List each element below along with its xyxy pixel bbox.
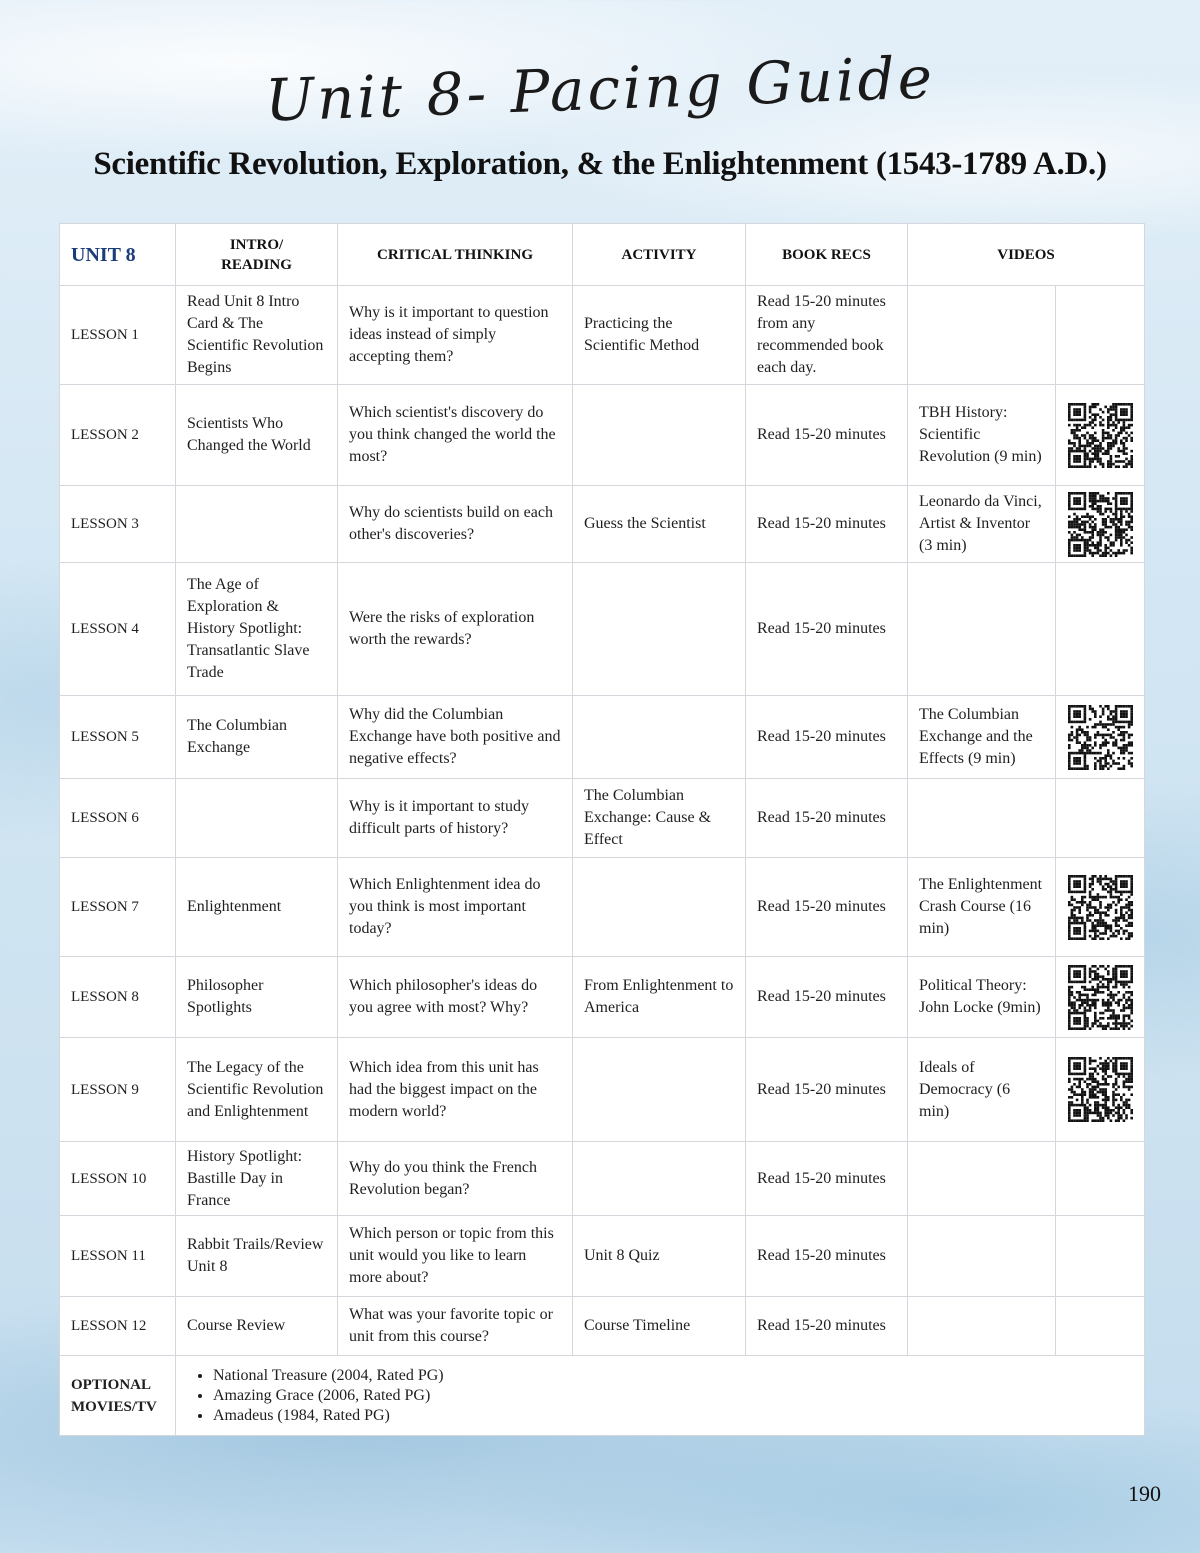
- book-recs-cell: Read 15-20 minutes: [746, 1216, 908, 1297]
- pacing-table: [59, 223, 1145, 1436]
- qr-code-icon[interactable]: [1068, 1057, 1133, 1122]
- activity-cell: [573, 858, 746, 957]
- table-row: [60, 385, 1145, 486]
- activity-cell: Unit 8 Quiz: [573, 1216, 746, 1297]
- page-number: 190: [1128, 1481, 1161, 1506]
- movie-item: • Amadeus (1984, Rated PG): [213, 1406, 1133, 1426]
- activity-cell: [573, 696, 746, 779]
- video-qr-cell: [1056, 696, 1145, 779]
- book-recs-cell: Read 15-20 minutes: [746, 486, 908, 563]
- qr-code-icon[interactable]: [1068, 965, 1133, 1030]
- video-qr-cell: [1056, 957, 1145, 1038]
- table-row: [60, 779, 1145, 858]
- video-title-cell: TBH History: Scientific Revolution (9 min): [908, 385, 1056, 486]
- critical-thinking-cell: Which scientist's discovery do you think changed the world the most?: [338, 385, 573, 486]
- book-recs-cell: Read 15-20 minutes from any recommended book each day.: [746, 286, 908, 385]
- video-title-cell: The Columbian Exchange and the Effects (9 min): [908, 696, 1056, 779]
- lesson-cell: LESSON 2: [60, 385, 176, 486]
- critical-thinking-cell: Why is it important to study difficult parts of history?: [338, 779, 573, 858]
- intro-reading-cell: The Columbian Exchange: [176, 696, 338, 779]
- video-title-cell: [908, 1297, 1056, 1356]
- critical-thinking-cell: Which philosopher's ideas do you agree with most? Why?: [338, 957, 573, 1038]
- book-recs-cell: Read 15-20 minutes: [746, 858, 908, 957]
- table-row: [60, 696, 1145, 779]
- video-qr-cell: [1056, 286, 1145, 385]
- intro-reading-cell: Philosopher Spotlights: [176, 957, 338, 1038]
- table-row: [60, 957, 1145, 1038]
- intro-reading-cell: [176, 486, 338, 563]
- lesson-cell: LESSON 11: [60, 1216, 176, 1297]
- lesson-cell: LESSON 4: [60, 563, 176, 696]
- header-book-recs: BOOK RECS: [746, 224, 908, 286]
- header-activity: ACTIVITY: [573, 224, 746, 286]
- intro-reading-cell: History Spotlight: Bastille Day in France: [176, 1142, 338, 1216]
- critical-thinking-cell: Were the risks of exploration worth the rewards?: [338, 563, 573, 696]
- lesson-cell: LESSON 9: [60, 1038, 176, 1142]
- qr-code-icon[interactable]: [1068, 492, 1133, 557]
- activity-cell: Practicing the Scientific Method: [573, 286, 746, 385]
- movie-list: [187, 1366, 1133, 1426]
- video-qr-cell: [1056, 1142, 1145, 1216]
- intro-reading-cell: Enlightenment: [176, 858, 338, 957]
- header-critical-thinking: CRITICAL THINKING: [338, 224, 573, 286]
- table-row: [60, 1297, 1145, 1356]
- book-recs-cell: Read 15-20 minutes: [746, 1297, 908, 1356]
- activity-cell: From Enlightenment to America: [573, 957, 746, 1038]
- intro-reading-cell: Rabbit Trails/Review Unit 8: [176, 1216, 338, 1297]
- activity-cell: [573, 1142, 746, 1216]
- video-qr-cell: [1056, 1216, 1145, 1297]
- video-title-cell: The Enlightenment Crash Course (16 min): [908, 858, 1056, 957]
- video-title-cell: [908, 1142, 1056, 1216]
- video-qr-cell: [1056, 858, 1145, 957]
- lesson-cell: LESSON 7: [60, 858, 176, 957]
- activity-cell: Guess the Scientist: [573, 486, 746, 563]
- critical-thinking-cell: Which Enlightenment idea do you think is most important today?: [338, 858, 573, 957]
- video-title-cell: [908, 563, 1056, 696]
- optional-movies-label: OPTIONAL MOVIES/TV: [60, 1356, 176, 1436]
- header-intro: INTRO/ READING: [176, 224, 338, 286]
- book-recs-cell: Read 15-20 minutes: [746, 1142, 908, 1216]
- table-row: [60, 486, 1145, 563]
- lesson-cell: LESSON 3: [60, 486, 176, 563]
- qr-code-icon[interactable]: [1068, 875, 1133, 940]
- qr-code-icon[interactable]: [1068, 705, 1133, 770]
- movie-item: • Amazing Grace (2006, Rated PG): [213, 1386, 1133, 1406]
- header-unit: UNIT 8: [60, 224, 176, 286]
- critical-thinking-cell: Which idea from this unit has had the biggest impact on the modern world?: [338, 1038, 573, 1142]
- optional-movies-row: [60, 1356, 1145, 1436]
- book-recs-cell: Read 15-20 minutes: [746, 696, 908, 779]
- page-subtitle: Scientific Revolution, Exploration, & the Enlightenment (1543-1789 A.D.): [93, 146, 1107, 182]
- lesson-cell: LESSON 5: [60, 696, 176, 779]
- lesson-cell: LESSON 8: [60, 957, 176, 1038]
- table-row: [60, 1216, 1145, 1297]
- optional-movies-list-cell: [176, 1356, 1145, 1436]
- lesson-cell: LESSON 10: [60, 1142, 176, 1216]
- activity-cell: [573, 1038, 746, 1142]
- critical-thinking-cell: Why do you think the French Revolution began?: [338, 1142, 573, 1216]
- book-recs-cell: Read 15-20 minutes: [746, 957, 908, 1038]
- lesson-cell: LESSON 12: [60, 1297, 176, 1356]
- lesson-cell: LESSON 6: [60, 779, 176, 858]
- video-title-cell: [908, 1216, 1056, 1297]
- video-title-cell: [908, 779, 1056, 858]
- video-title-cell: Ideals of Democracy (6 min): [908, 1038, 1056, 1142]
- qr-code-icon[interactable]: [1068, 403, 1133, 468]
- movie-item: • National Treasure (2004, Rated PG): [213, 1366, 1133, 1386]
- critical-thinking-cell: Why did the Columbian Exchange have both positive and negative effects?: [338, 696, 573, 779]
- critical-thinking-cell: Why do scientists build on each other's discoveries?: [338, 486, 573, 563]
- book-recs-cell: Read 15-20 minutes: [746, 563, 908, 696]
- activity-cell: [573, 385, 746, 486]
- table-row: [60, 1142, 1145, 1216]
- table-header-row: [60, 224, 1145, 286]
- book-recs-cell: Read 15-20 minutes: [746, 385, 908, 486]
- activity-cell: [573, 563, 746, 696]
- intro-reading-cell: Course Review: [176, 1297, 338, 1356]
- critical-thinking-cell: Which person or topic from this unit would you like to learn more about?: [338, 1216, 573, 1297]
- video-qr-cell: [1056, 1038, 1145, 1142]
- intro-reading-cell: The Legacy of the Scientific Revolution and Enlightenment: [176, 1038, 338, 1142]
- table-row: [60, 1038, 1145, 1142]
- video-title-cell: Leonardo da Vinci, Artist & Inventor (3 min): [908, 486, 1056, 563]
- video-qr-cell: [1056, 779, 1145, 858]
- book-recs-cell: Read 15-20 minutes: [746, 779, 908, 858]
- intro-reading-cell: [176, 779, 338, 858]
- video-title-cell: Political Theory: John Locke (9min): [908, 957, 1056, 1038]
- video-title-cell: [908, 286, 1056, 385]
- video-qr-cell: [1056, 1297, 1145, 1356]
- video-qr-cell: [1056, 385, 1145, 486]
- activity-cell: Course Timeline: [573, 1297, 746, 1356]
- page-title: Unit 8- Pacing Guide: [263, 43, 937, 135]
- table-row: [60, 563, 1145, 696]
- intro-reading-cell: Read Unit 8 Intro Card & The Scientific Revolution Begins: [176, 286, 338, 385]
- intro-reading-cell: Scientists Who Changed the World: [176, 385, 338, 486]
- header-videos: VIDEOS: [908, 224, 1145, 286]
- table-row: [60, 286, 1145, 385]
- critical-thinking-cell: What was your favorite topic or unit from this course?: [338, 1297, 573, 1356]
- critical-thinking-cell: Why is it important to question ideas instead of simply accepting them?: [338, 286, 573, 385]
- activity-cell: The Columbian Exchange: Cause & Effect: [573, 779, 746, 858]
- video-qr-cell: [1056, 563, 1145, 696]
- intro-reading-cell: The Age of Exploration & History Spotlight: Transatlantic Slave Trade: [176, 563, 338, 696]
- video-qr-cell: [1056, 486, 1145, 563]
- book-recs-cell: Read 15-20 minutes: [746, 1038, 908, 1142]
- lesson-cell: LESSON 1: [60, 286, 176, 385]
- table-row: [60, 858, 1145, 957]
